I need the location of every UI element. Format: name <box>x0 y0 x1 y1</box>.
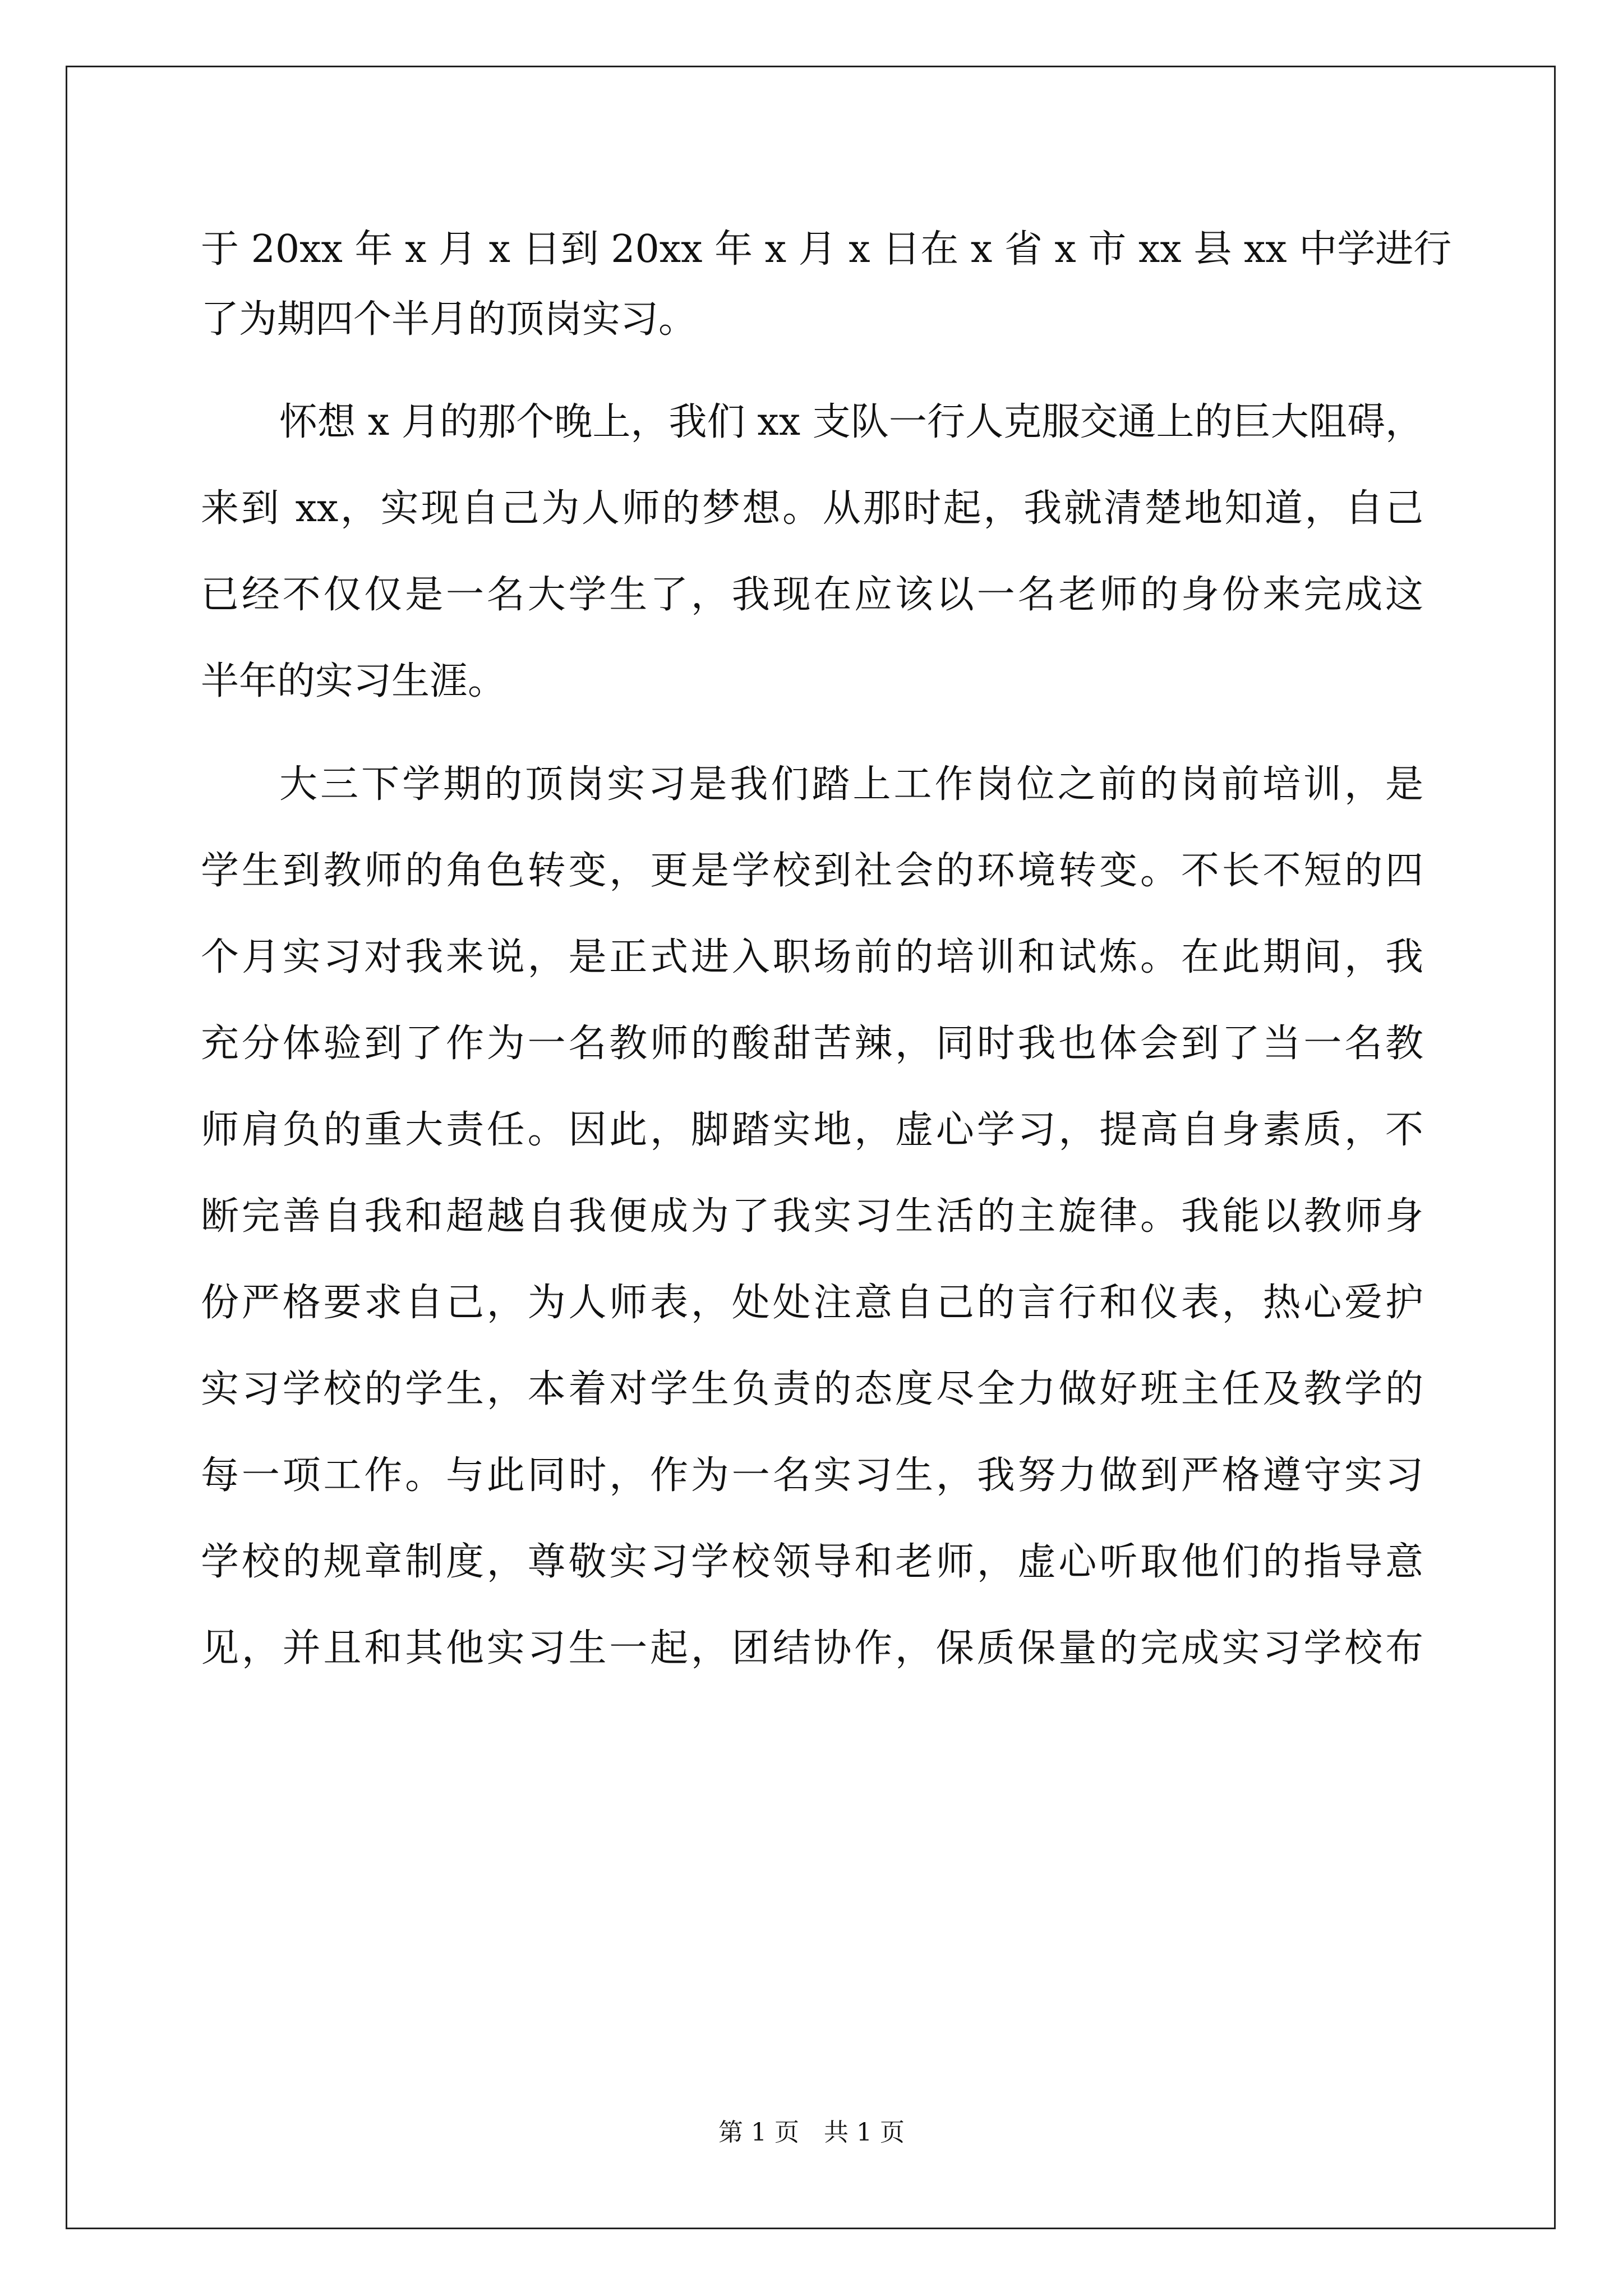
text-line: 充分体验到了作为一名教师的酸甜苦辣，同时我也体会到了当一名教 <box>201 1022 1423 1066</box>
text-line: 来到 xx，实现自己为人师的梦想。从那时起，我就清楚地知道，自己 <box>201 486 1423 531</box>
text-line: 学生到教师的角色转变，更是学校到社会的环境转变。不长不短的四 <box>201 849 1423 893</box>
text-line: 半年的实习生涯。 <box>201 659 506 703</box>
text-line: 师肩负的重大责任。因此，脚踏实地，虚心学习，提高自身素质，不 <box>201 1108 1423 1152</box>
text-line: 怀想 x 月的那个晚上，我们 xx 支队一行人克服交通上的巨大阻碍， <box>279 400 1423 444</box>
page-number-footer: 第 1 页 共 1 页 <box>718 2118 905 2147</box>
text-line: 于 20xx 年 x 月 x 日到 20xx 年 x 月 x 日在 x 省 x 市 xx 县 xx 中学进行 <box>201 227 1452 272</box>
text-line: 每一项工作。与此同时，作为一名实习生，我努力做到严格遵守实习 <box>201 1453 1423 1498</box>
text-line: 了为期四个半月的顶岗实习。 <box>201 297 697 342</box>
text-line: 断完善自我和超越自我便成为了我实习生活的主旋律。我能以教师身 <box>201 1194 1423 1239</box>
text-line: 个月实习对我来说，是正式进入职场前的培训和试炼。在此期间，我 <box>201 935 1423 979</box>
text-line: 大三下学期的顶岗实习是我们踏上工作岗位之前的岗前培训，是 <box>279 762 1423 807</box>
text-line: 已经不仅仅是一名大学生了，我现在应该以一名老师的身份来完成这 <box>201 573 1423 617</box>
text-line: 学校的规章制度，尊敬实习学校领导和老师，虚心听取他们的指导意 <box>201 1540 1423 1584</box>
text-line: 实习学校的学生，本着对学生负责的态度尽全力做好班主任及教学的 <box>201 1367 1423 1411</box>
text-line: 份严格要求自己，为人师表，处处注意自己的言行和仪表，热心爱护 <box>201 1281 1423 1325</box>
text-line: 见，并且和其他实习生一起，团结协作，保质保量的完成实习学校布 <box>201 1626 1423 1671</box>
